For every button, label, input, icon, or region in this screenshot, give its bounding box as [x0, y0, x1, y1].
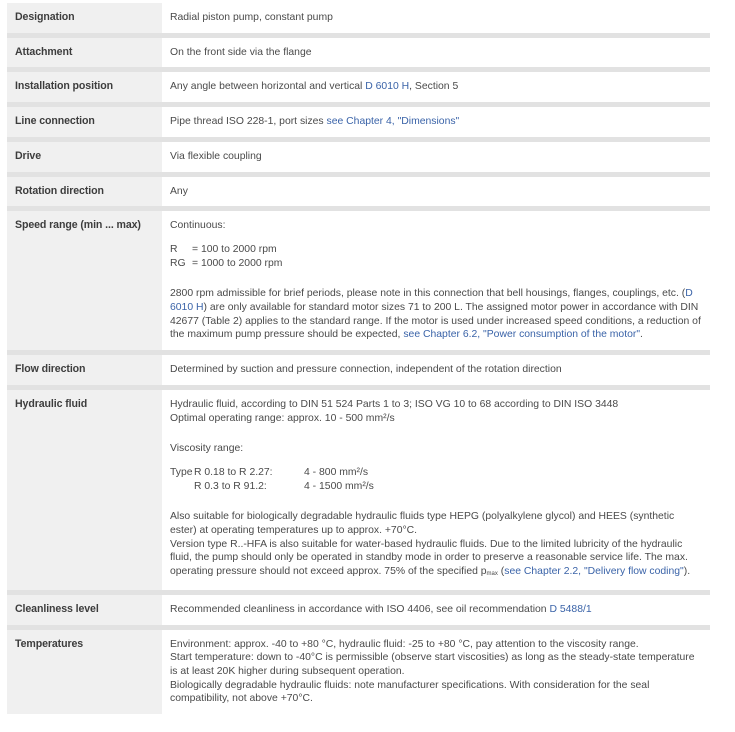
value-text: Recommended cleanliness in accordance with ISO 4406, see oil recommendation	[170, 603, 550, 615]
viscosity-value: 4 - 800 mm²/s	[304, 466, 369, 478]
speed-type: RG	[170, 257, 186, 269]
table-row-temperatures	[7, 630, 710, 715]
hfa-note	[170, 538, 702, 582]
fluid-line: Hydraulic fluid, according to DIN 51 524 Parts 1 to 3; ISO VG 10 to 68 according to DIN ISO 3448	[170, 398, 619, 410]
continuous-label: Continuous:	[170, 220, 226, 232]
row-label: Designation	[15, 11, 75, 23]
table-row-cleanliness-level	[7, 595, 710, 625]
speed-type: R	[170, 243, 178, 255]
viscosity-value: 4 - 1500 mm²/s	[304, 480, 374, 492]
viscosity-item	[170, 480, 702, 494]
value-text: Pipe thread ISO 228-1, port sizes	[170, 116, 327, 128]
row-value	[162, 211, 710, 350]
row-value	[162, 595, 710, 625]
note-text: ).	[683, 566, 691, 578]
row-label: Speed range (min ... max)	[15, 219, 141, 232]
spec-table	[7, 3, 710, 714]
row-value	[162, 390, 710, 590]
viscosity-title: Viscosity range:	[170, 443, 244, 455]
value-text: , Section 5	[409, 81, 459, 93]
speed-item	[170, 243, 702, 257]
table-row-hydraulic-fluid	[7, 390, 710, 590]
fluid-line: Optimal operating range: approx. 10 - 500 mm²/s	[170, 412, 395, 424]
temperature-line: Biologically degradable hydraulic fluids: note manufacturer specifications. With consideration for the seal compatibility, not above +70°C.	[170, 679, 650, 705]
row-value	[162, 72, 710, 102]
value-text: Any angle between horizontal and vertical	[170, 81, 366, 93]
note-text: ) are only available for standard motor sizes 71 to 200 L. The assigned motor power in accordance with DIN 42677 (Table 2) applies to the standard range. If the motor is used under increased speed conditions, a reduction of the maximum pump pressure should be expected,	[170, 302, 701, 341]
note-text: (	[497, 566, 505, 578]
row-value	[162, 107, 710, 137]
table-row-flow-direction	[7, 355, 710, 385]
temperature-line: Environment: approx. -40 to +80 °C, hydraulic fluid: -25 to +80 °C, pay attention to the viscosity range.	[170, 638, 639, 650]
row-label: Rotation direction	[15, 184, 104, 197]
row-value: Via flexible coupling	[162, 142, 710, 172]
table-row-rotation-direction	[7, 177, 710, 207]
table-row-designation	[7, 3, 710, 33]
doc-link-d5488[interactable]: D 5488/1	[549, 603, 592, 615]
table-row-drive	[7, 142, 710, 172]
row-label: Flow direction	[15, 363, 86, 376]
note-text: .	[640, 329, 643, 341]
speed-note	[170, 287, 702, 342]
table-row-line-connection	[7, 107, 710, 137]
chapter-link-delivery-flow[interactable]: see Chapter 2.2, "Delivery flow coding"	[504, 566, 684, 578]
bio-fluid-note: Also suitable for biologically degradable hydraulic fluids type HEPG (polyalkylene glycol) and HEES (synthetic ester) at operating temperatures up to approx. +70°C.	[170, 511, 675, 537]
viscosity-item	[170, 466, 702, 480]
row-label: Hydraulic fluid	[15, 397, 88, 410]
row-value	[162, 630, 710, 715]
speed-range: = 1000 to 2000 rpm	[192, 257, 283, 269]
chapter-link-power-consumption[interactable]: see Chapter 6.2, "Power consumption of the motor"	[403, 329, 641, 341]
viscosity-prefix	[170, 480, 194, 494]
speed-item	[170, 257, 702, 271]
viscosity-range: R 0.3 to R 91.2:	[194, 480, 267, 492]
note-text: 2800 rpm admissible for brief periods, please note in this connection that bell housings, flanges, couplings, etc. (	[170, 288, 686, 300]
row-label: Temperatures	[15, 637, 84, 650]
row-value: On the front side via the flange	[162, 38, 710, 68]
chapter-link-dimensions[interactable]: see Chapter 4, "Dimensions"	[326, 116, 460, 128]
note-text: Version type R..-HFA is also suitable for water-based hydraulic fluids. Due to the limited lubricity of the hydraulic fluid, the pump should only be operated in standby mode in order to preserve a reasonable service life. The max. operating pressure should not exceed approx. 75% of the specified p	[170, 538, 688, 578]
row-label: Installation position	[15, 80, 113, 93]
temperature-line: Start temperature: down to -40°C is permissible (observe start viscosities) as long as the steady-state temperature is at least 20K higher during subsequent operation.	[170, 652, 695, 677]
doc-link-d6010h[interactable]: D 6010 H	[365, 81, 410, 93]
table-row-attachment	[7, 38, 710, 68]
pmax-subscript: max	[486, 571, 498, 578]
viscosity-range: R 0.18 to R 2.27:	[194, 466, 273, 478]
table-row-speed-range	[7, 211, 710, 350]
row-value: Determined by suction and pressure connection, independent of the rotation direction	[162, 355, 710, 385]
row-label: Attachment	[15, 45, 73, 58]
row-value: Radial piston pump, constant pump	[162, 3, 710, 33]
table-row-installation-position	[7, 72, 710, 102]
doc-link-d6010h[interactable]: D 6010 H	[170, 288, 693, 314]
speed-range: = 100 to 2000 rpm	[192, 243, 277, 255]
row-label: Drive	[15, 149, 41, 162]
row-value: Any	[162, 177, 710, 207]
row-label: Cleanliness level	[15, 602, 99, 615]
viscosity-prefix: Type	[170, 466, 193, 478]
row-label: Line connection	[15, 115, 95, 128]
